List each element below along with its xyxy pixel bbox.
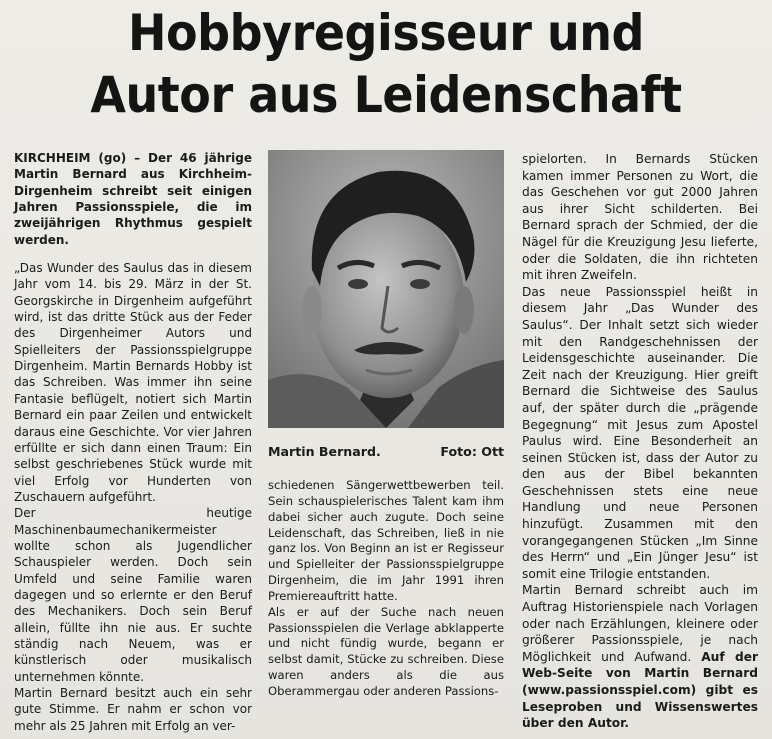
caption-name: Martin Bernard.: [268, 444, 381, 459]
article-column-1: [14, 150, 252, 734]
lead-paragraph: [14, 150, 252, 248]
headline-line-2: Autor aus Leidenschaft: [90, 66, 682, 124]
article-column-2: [268, 478, 504, 700]
web-info-text: Auf der Web-Seite von Martin Bernard (www.passionsspiel.com) gibt es Leseproben und Wissenswertes über den Autor.: [522, 649, 758, 731]
body-paragraph: Martin Bernard besitzt auch ein sehr gute Stimme. Er nahm er schon vor mehr als 25 Jahren mit Erfolg an ver-: [14, 686, 252, 733]
headline: [31, 2, 741, 126]
body-paragraph: Der heutige Maschinenbaumechanikermeister wollte schon als Jugendlicher Schauspieler werden. Doch sein Umfeld und seine Familie waren dagegen und so erlernte er den Beruf des Mechanikers. Doch sein Beruf allein, füllte ihn nie aus. Er suchte ständig nach Neuem, was er künstlerisch oder musikalisch unternehmen könnte.: [14, 506, 252, 684]
body-text: Martin Bernard schreibt auch im Auftrag Historienspiele nach Vorlagen oder nach Erzählungen, kleinere oder größerer Passionsspiele, je nach Möglichkeit und Aufwand.: [522, 583, 758, 664]
lead-text: – Der 46 jährige Martin Bernard aus Kirchheim-Dirgenheim schreibt seit einigen Jahren Passionsspiele, die im zweijährigen Rhythmus gespielt werden.: [14, 151, 252, 247]
headline-line-1: Hobbyregisseur und: [127, 4, 645, 62]
article-column-3: [522, 151, 758, 732]
dateline: KIRCHHEIM (go): [14, 151, 127, 165]
body-paragraph: „Das Wunder des Saulus das in diesem Jahr vom 14. bis 29. März in der St. Georgskirche in Dirgenheim aufgeführt wird, ist das dritte Stück aus der Feder des Dirgenheimer Autors und Spielleiters der Passionsspielgruppe Dirgenheim. Martin Bernards Hobby ist das Schreiben. Was immer ihn seine Fantasie beflügelt, notiert sich Martin Bernard ein paar Zeilen und entwickelt daraus eine Geschichte. Vor vier Jahren erfüllte er sich dann einen Traum: Ein selbst geschriebenes Stück wurde mit viel Erfolg vor Hunderten von Zuschauern aufgeführt.: [14, 261, 252, 504]
portrait-photo: [268, 150, 504, 428]
body-paragraph: Als er auf der Suche nach neuen Passionsspielen die Verlage abklapperte und nicht fündig wurde, begann er selbst damit, Stücke zu schreiben. Diese waren anders als die aus Oberammergau oder anderen Passions-: [268, 604, 504, 698]
body-paragraph: Das neue Passionsspiel heißt in diesem Jahr „Das Wunder des Saulus“. Der Inhalt setzt sich wieder mit den Randgeschehnissen der Leidensgeschichte auseinander. Die Zeit nach der Kreuzigung. Hier greift Bernard die Sichtweise des Saulus auf, der später durch die „prägende Begegnung“ mit Jesus zum Apostel Paulus wird. Eine Besonderheit an seinen Stücken ist, dass der Autor zu den aus der Bibel bekannten Geschehnissen stets eine neue Handlung und neue Personen hinzufügt. Zusammen mit den vorangegangenen Stücken „Im Sinne des Herrn“ und „Ein Jünger Jesu“ ist somit eine Trilogie entstanden.: [522, 284, 758, 581]
caption-credit: Foto: Ott: [440, 444, 504, 459]
portrait-image: [268, 150, 504, 428]
body-paragraph: [522, 582, 758, 731]
body-paragraph: schiedenen Sängerwettbewerben teil. Sein schauspielerisches Talent kam ihm dabei sicher auch zugute. Doch seine Leidenschaft, das Schreiben, ließ in nie ganz los. Von Beginn an ist er Regisseur und Spielleiter der Passionsspielgruppe Dirgenheim, die im Jahr 1991 ihren Premiereauftritt hatte.: [268, 478, 504, 603]
body-paragraph: spielorten. In Bernards Stücken kamen immer Personen zu Wort, die das Geschehen vor gut 2000 Jahren aus ihrer Sicht schilderten. Bei Bernard sprach der Schmied, der die Nägel für die Kreuzigung Jesu lieferte, oder die Soldaten, die ihn richteten mit ihren Zweifeln.: [522, 152, 758, 283]
photo-caption: [268, 443, 504, 460]
